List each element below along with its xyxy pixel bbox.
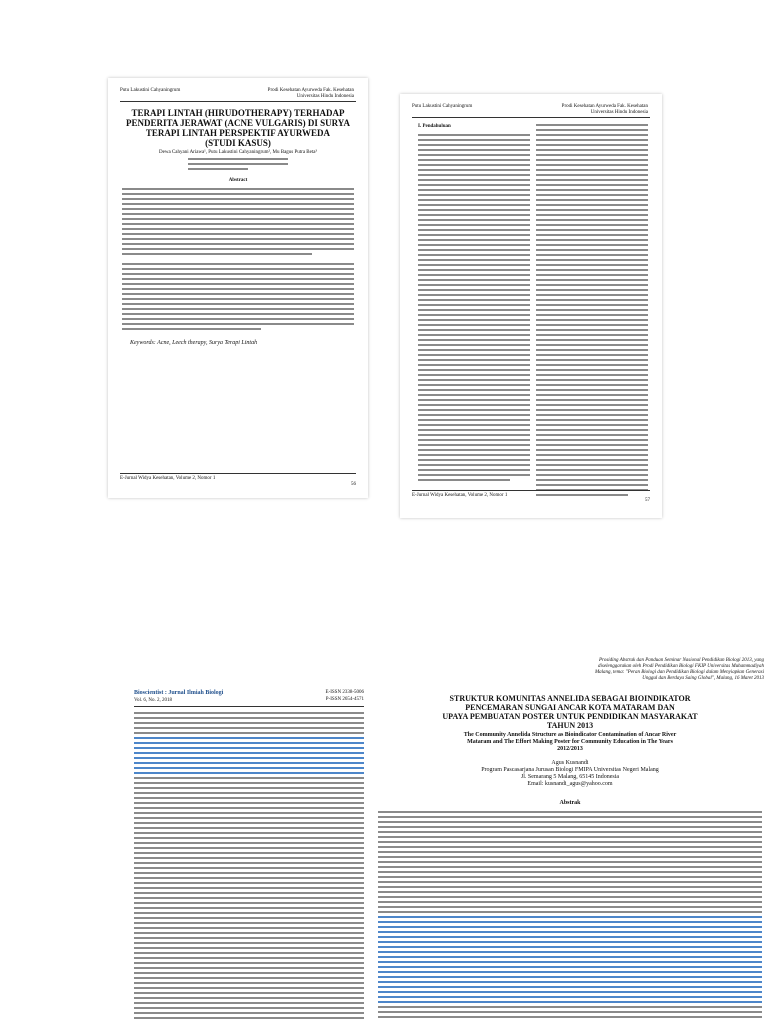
document-page-bioscientist <box>126 684 372 1024</box>
document-page-56 <box>108 78 368 498</box>
p-issn: P-ISSN 2654-4571 <box>325 697 364 702</box>
abstract-body <box>378 811 762 1021</box>
header-rule <box>412 117 650 118</box>
paper-title: STRUKTUR KOMUNITAS ANNELIDA SEBAGAI BIOINDIKATOR PENCEMARAN SUNGAI ANCAR KOTA MATARAM DAN UPAYA PEMBUATAN POSTER UNTUK PENDIDIKAN MASYARAKAT TAHUN 2013 <box>442 694 698 730</box>
document-page-57 <box>400 94 662 518</box>
page-header-right: Prodi Kesehatan Ayurweda Fak. Kesehatan <box>267 88 354 93</box>
paper-title: TERAPI LINTAH (HIRUDOTHERAPY) TERHADAP PENDERITA JERAWAT (ACNE VULGARIS) DI SURYA TERAPI LINTAH PERSPEKTIF AYURWEDA (STUDI KASUS) <box>126 108 350 148</box>
header-rule <box>120 101 356 102</box>
abstract-body-en <box>122 263 354 333</box>
proceeding-note: Prosiding Abstrak dan Panduan Seminar Nasional Pendidikan Biologi 2013, yang diselenggarakan oleh Prodi Pendidikan Biologi FKIP Universitas Muhammadiyah Malang, tema: "Peran Biologi dan Pendidikan Biologi dalam Menyiapkan Generasi Unggul dan Berdaya Saing Global", Malang, 16 Maret 2013 <box>594 658 764 681</box>
page-header-right: Prodi Kesehatan Ayurweda Fak. Kesehatan <box>561 104 648 109</box>
footer-rule <box>120 473 356 474</box>
page-header-right-2: Universitas Hindu Indonesia <box>296 94 354 99</box>
page-number: 57 <box>645 498 650 503</box>
page-number: 56 <box>351 482 356 487</box>
affiliation-block <box>188 158 288 173</box>
document-page-annelida <box>372 654 768 1024</box>
page-footer: E-Jurnal Widya Kesehatan, Volume 2, Nomor 1 <box>412 493 508 498</box>
abstract-heading: Abstrak <box>559 800 581 806</box>
body-text <box>134 712 364 1022</box>
footer-rule <box>412 490 650 491</box>
page-header-right-2: Universitas Hindu Indonesia <box>590 110 648 115</box>
body-column-left <box>418 134 530 484</box>
english-title: The Community Annelida Structure as Bioindicator Contamination of Ancar River Mataram and The Effort Making Poster for Community Education in The Years 2012/2013 <box>463 732 677 752</box>
journal-name: Bioscientist : Jurnal Ilmiah Biologi <box>134 690 224 696</box>
author-block: Agus Kusnandi Program Pascasarjana Jurusan Biologi FMIPA Universitas Negeri Malang Jl. Semarang 5 Malang, 65145 Indonesia Email: kusnandi_agus@yahoo.com <box>481 760 659 787</box>
header-rule <box>134 706 364 707</box>
page-header-left: Putu Lakustini Cahyaningrum <box>120 88 181 93</box>
e-issn: E-ISSN 2338-5006 <box>325 690 364 695</box>
author-list: Dewa Cahyani Ariawa¹, Putu Lakustini Cahyaningrum², Mu Bagus Putra Beta³ <box>159 150 317 155</box>
abstract-body-id <box>122 188 354 258</box>
abstract-heading: Abstract <box>228 178 248 183</box>
keywords-line: Keywords: Acne, Leech therapy, Surya Terapi Lintah <box>130 340 258 346</box>
page-header-left: Putu Lakustini Cahyaningrum <box>412 104 473 109</box>
journal-volume: Vol. 6, No. 2, 2018 <box>134 698 172 703</box>
page-footer: E-Jurnal Widya Kesehatan, Volume 2, Nomor 1 <box>120 476 216 481</box>
body-column-right <box>536 124 648 499</box>
section-heading: I. Pendahuluan <box>418 124 451 129</box>
